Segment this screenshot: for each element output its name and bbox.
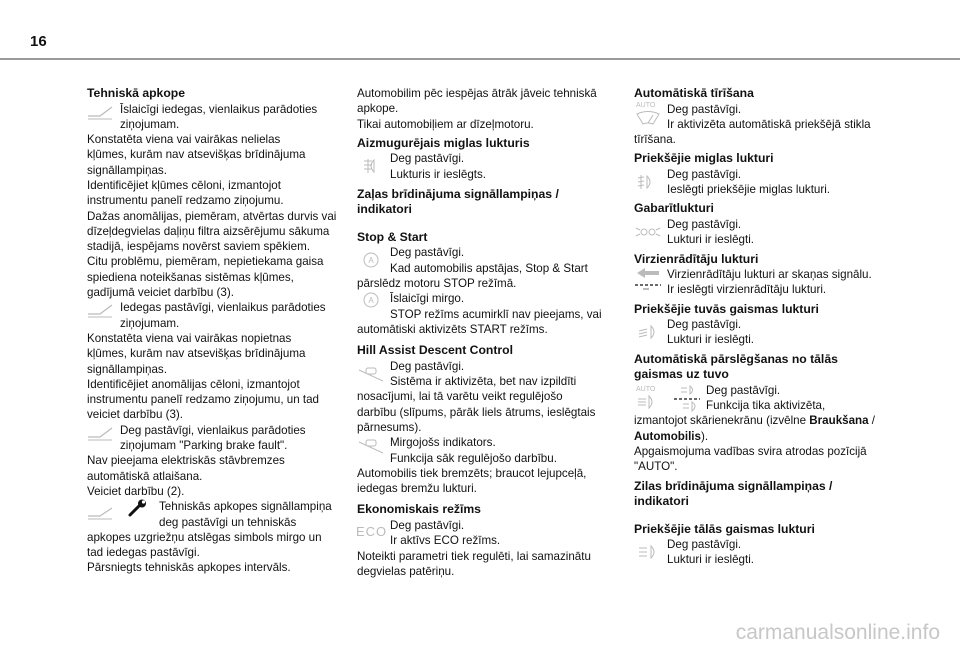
- section-heading-dipped-beam: Priekšējie tuvās gaismas lukturi: [634, 301, 819, 316]
- auto-wipe-icon: AUTO: [633, 102, 663, 132]
- section-heading-main-beam: Priekšējie tālās gaismas lukturi: [634, 521, 815, 536]
- front-fog-light-icon: [633, 173, 663, 191]
- entry-main-beam: Deg pastāvīgi. Lukturi ir ieslēgti.: [634, 537, 884, 568]
- stop-start-icon: [356, 251, 386, 269]
- entry-side-lights: Deg pastāvīgi. Lukturi ir ieslēgti.: [634, 217, 884, 248]
- service-warning-icon: [86, 505, 116, 523]
- header-rule: [0, 58, 960, 60]
- entry-auto-wipe: AUTO Deg pastāvīgi. Ir aktivizēta automātiskā priekšējā stikla: [634, 102, 884, 133]
- entry-hadc: Deg pastāvīgi. Sistēma ir aktivizēta, bet nav izpildīti: [357, 359, 602, 390]
- watermark: carmanualsonline.info: [735, 621, 940, 644]
- section-heading-front-fog: Priekšējie miglas lukturi: [634, 151, 774, 166]
- entry-stop-start-2: A Īslaicīgi mirgo. STOP režīms acumirklī nav pieejams, vai: [357, 291, 602, 322]
- section-heading-indicators: Virzienrādītāju lukturi: [634, 251, 759, 266]
- entry-front-fog: Deg pastāvīgi. Ieslēgti priekšējie miglas lukturi.: [634, 167, 884, 198]
- column-3: Automātiskā tīrīšana AUTO Deg pastāvīgi. Ir aktivizēta automātiskā priekšējā stikla tīrīšana. Priekšējie miglas lukturi Deg pastāvīgi. Ieslēgti priekšējie miglas lukturi. Gabarītlukturi Deg pastāvīgi. Lukturi ir ieslēgti. Virzienrādītāju lukturi Virzienrādītāju lukturi ar skaņas signālu. Ir ieslēgti virzienrādītāju lukturi. Priekšējie tuvās gaismas lukturi Deg pastāvīgi. Lukturi ir ieslēgti. Automātiskā pārslēgšanas no tālās gaismas uz tuvo AUTO Deg pastāvīgi. Funkcija tika aktivizēta, izmantojot skārienekrānu (izvēlne Braukšana / Automobilis). Apgaismojuma vadības svira atrodas pozīcijā "AUTO". Zilas brīdinājuma signāllampiņas / indikatori Priekšējie tālās gaismas lukturi Deg pastāvīgi. Lukturi ir ieslēgti.: [634, 86, 884, 568]
- entry-rear-fog: Deg pastāvīgi. Lukturis ir ieslēgts.: [357, 151, 602, 182]
- auto-high-beam-menu-path: izmantojot skārienekrānu (izvēlne Braukšana /: [634, 414, 876, 428]
- entry-indicators: Virzienrādītāju lukturi ar skaņas signālu. Ir ieslēgti virzienrādītāju lukturi.: [634, 267, 884, 298]
- service-warning-icon: [86, 103, 116, 121]
- svg-text:A: A: [368, 296, 374, 306]
- entry-eco: ECO Deg pastāvīgi. Ir aktīvs ECO režīms.: [356, 518, 501, 548]
- entry-dipped-beam: Deg pastāvīgi. Lukturi ir ieslēgti.: [634, 317, 884, 348]
- entry-stop-start: A Deg pastāvīgi. Kad automobilis apstājas, Stop & Start: [357, 245, 602, 276]
- column-1: Tehniskā apkope Īslaicīgi iedegas, vienlaikus parādoties ziņojumam. Konstatēta viena vai vairākas nelielas kļūmes, kurām nav atsevišķas brīdinājuma signāllampiņas. Identificējiet kļūmes cēloni, izmantojot instrumentu panelī redzamo ziņojumu. Dažas anomālijas, piemēram, atvērtas durvis vai dīzeļdegvielas daļiņu filtra aizsērējumu sākuma stadijā, iespējams novērst saviem spēkiem. Citu problēmu, piemēram, nepietiekama gaisa spiediena noteikšanas sistēmas kļūmes, gadījumā veiciet darbību (3). Iedegas pastāvīgi, vienlaikus parādoties ziņojumam. Konstatēta viena vai vairākas nopietnas kļūmes, kurām nav atsevišķas brīdinājuma signāllampiņas. Identificējiet anomālijas cēloni, izmantojot instrumentu panelī redzamo ziņojumu, un tad veiciet darbību (3). Deg pastāvīgi, vienlaikus parādoties ziņojumam "Parking brake fault". Nav pieejama elektriskās stāvbremzes automātiskā atlaišana. Veiciet darbību (2). Tehniskās apkopes signāllampiņa deg pastāvīgi un tehniskās apkopes uzgriežņu atslēgas simbols mirgo un tad iedegas pastāvīgi. Pārsniegts tehniskās apkopes intervāls.: [87, 86, 347, 576]
- side-lights-icon: [633, 223, 663, 241]
- section-heading-auto-wipe: Automātiskā tīrīšana: [634, 86, 754, 100]
- section-heading-green: Zaļas brīdinājuma signāllampiņas / indikatori: [357, 186, 559, 217]
- section-heading-blue: Zilas brīdinājuma signāllampiņas / indikatori: [634, 478, 833, 509]
- page-number: 16: [30, 33, 47, 50]
- stop-start-icon: [356, 291, 386, 309]
- section-heading-auto-high-beam: Automātiskā pārslēgšanas no tālās gaismas uz tuvo: [634, 351, 838, 382]
- section-heading-eco: Ekonomiskais režīms: [357, 502, 481, 517]
- entry-auto-high-beam: AUTO Deg pastāvīgi. Funkcija tika aktivizēta,: [634, 383, 884, 414]
- svg-text:A: A: [368, 256, 374, 266]
- rear-fog-light-icon: [356, 157, 386, 175]
- section-heading-rear-fog: Aizmugurējais miglas lukturis: [357, 135, 530, 150]
- section-heading-side-lights: Gabarītlukturi: [634, 201, 714, 216]
- auto-high-beam-icon: AUTO: [633, 386, 663, 416]
- hill-descent-icon: [356, 365, 386, 383]
- main-beam-icon: [633, 543, 663, 561]
- service-warning-icon: [86, 301, 116, 319]
- section-heading-hadc: Hill Assist Descent Control: [357, 343, 513, 358]
- section-heading-stop-start: Stop & Start: [357, 229, 428, 244]
- eco-mode-icon: ECO: [356, 523, 388, 539]
- service-warning-icon: [86, 424, 116, 442]
- entry-hadc-2: Mirgojošs indikators. Funkcija sāk regulējošo darbību.: [357, 435, 602, 466]
- turn-signal-icon: [633, 267, 663, 297]
- high-beam-pair-icon: [672, 385, 702, 415]
- wrench-icon: [127, 499, 149, 517]
- entry-maintenance-4: Tehniskās apkopes signāllampiņa deg pastāvīgi un tehniskās: [87, 499, 347, 530]
- entry-maintenance-1: Īslaicīgi iedegas, vienlaikus parādoties ziņojumam.: [87, 102, 347, 133]
- column-2: Automobilim pēc iespējas ātrāk jāveic tehniskā apkope. Tikai automobiļiem ar dīzeļmotoru. Aizmugurējais miglas lukturis Deg pastāvīgi. Lukturis ir ieslēgts. Zaļas brīdinājuma signāllampiņas / indikatori Stop & Start A Deg pastāvīgi. Kad automobilis apstājas, Stop & Start pārslēdz motoru STOP režīmā. A Īslaicīgi mirgo. STOP režīms acumirklī nav pieejams, vai automātiski aktivizēts START režīms. Hill Assist Descent Control Deg pastāvīgi. Sistēma ir aktivizēta, bet nav izpildīti nosacījumi, lai tā varētu veikt regulējošo darbību (slīpums, pārāk liels ātrums, ieslēgtais pārnesums). Mirgojošs indikators. Funkcija sāk regulējošo darbību. Automobilis tiek bremzēts; braucot lejupceļā, iedegas bremžu lukturi. Ekonomiskais režīms ECO Deg pastāvīgi. Ir aktīvs ECO režīms. Noteikti parametri tiek regulēti, lai samazinātu degvielas patēriņu.: [356, 87, 602, 578]
- dipped-beam-icon: [633, 323, 663, 341]
- entry-maintenance-3: Deg pastāvīgi, vienlaikus parādoties ziņojumam "Parking brake fault".: [87, 423, 347, 454]
- entry-maintenance-2: Iedegas pastāvīgi, vienlaikus parādoties ziņojumam.: [87, 300, 347, 331]
- section-heading-maintenance: Tehniskā apkope: [87, 86, 185, 100]
- hill-descent-icon: [356, 437, 386, 455]
